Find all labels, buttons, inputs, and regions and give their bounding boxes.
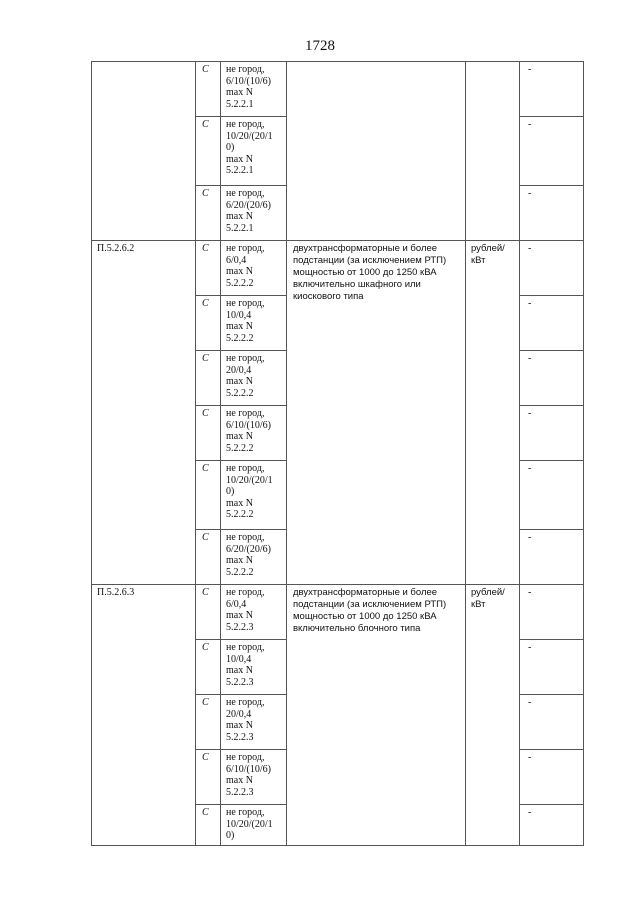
parameter-line: 0) [226,486,235,497]
rate-parameters [221,296,287,351]
parameter-line: 0) [226,830,235,841]
parameter-line: не город, [226,408,265,419]
parameter-line: 6/10/(10/6) [226,419,271,431]
item-description: двухтрансформаторные и более подстанции (за исключением РТП) мощностью от 1000 до 1250 кВА включительно блочного типа [287,585,466,846]
rate-value: - [520,461,584,530]
rate-parameters [221,640,287,695]
parameter-line: не город, [226,752,265,763]
parameter-line: 5.2.2.3 [226,621,254,633]
parameter-line: 6/0,4 [226,254,247,266]
rate-variable: C [196,640,221,695]
parameter-line: не город, [226,532,265,543]
rate-value: - [520,640,584,695]
parameter-line: 5.2.2.1 [226,98,254,110]
parameter-line: max N [226,555,253,566]
parameter-line: 6/10/(10/6) [226,75,271,87]
rate-parameters [221,805,287,846]
parameter-line: 5.2.2.2 [226,277,254,289]
parameter-line: 10/0,4 [226,309,252,321]
parameter-line: 20/0,4 [226,708,252,720]
rate-variable: C [196,750,221,805]
parameter-line: не город, [226,463,265,474]
rate-parameters [221,186,287,241]
rate-parameters [221,530,287,585]
parameter-line: не город, [226,64,265,75]
rate-parameters [221,585,287,640]
parameter-line: max N [226,266,253,277]
tariff-table [91,61,584,846]
rate-variable: C [196,186,221,241]
parameter-line: 5.2.2.3 [226,676,254,688]
item-code: П.5.2.6.3 [92,585,196,846]
parameter-line: не город, [226,353,265,364]
parameter-line: 6/10/(10/6) [226,763,271,775]
unit-of-measure: рублей/ кВт [466,585,520,846]
rate-parameters [221,695,287,750]
unit-of-measure: рублей/ кВт [466,241,520,585]
rate-variable: C [196,241,221,296]
parameter-line: 0) [226,142,235,153]
parameter-line: 5.2.2.2 [226,566,254,578]
parameter-line: 5.2.2.2 [226,332,254,344]
rate-variable: C [196,585,221,640]
table-row [92,62,584,117]
rate-variable: C [196,805,221,846]
parameter-line: max N [226,665,253,676]
parameter-line: 5.2.2.2 [226,509,254,520]
parameter-line: не город, [226,807,265,818]
parameter-line: 10/20/(20/1 [226,474,273,486]
rate-parameters [221,351,287,406]
parameter-line: не город, [226,243,265,254]
parameter-line: не город, [226,188,265,199]
rate-parameters [221,461,287,530]
item-description: двухтрансформаторные и более подстанции (за исключением РТП) мощностью от 1000 до 1250 кВА включительно шкафного или киоскового типа [287,241,466,585]
parameter-line: 5.2.2.1 [226,222,254,234]
parameter-line: 5.2.2.2 [226,442,254,454]
rate-parameters [221,750,287,805]
rate-variable: C [196,695,221,750]
rate-variable: C [196,296,221,351]
rate-value: - [520,750,584,805]
parameter-line: max N [226,211,253,222]
rate-value: - [520,695,584,750]
parameter-line: 10/0,4 [226,653,252,665]
parameter-line: max N [226,153,253,165]
parameter-line: max N [226,321,253,332]
parameter-line: не город, [226,697,265,708]
rate-variable: C [196,351,221,406]
rate-value: - [520,585,584,640]
rate-variable: C [196,62,221,117]
rate-variable: C [196,406,221,461]
rate-variable: C [196,530,221,585]
parameter-line: 5.2.2.3 [226,786,254,798]
parameter-line: max N [226,376,253,387]
parameter-line: не город, [226,119,265,130]
rate-variable: C [196,461,221,530]
parameter-line: не город, [226,298,265,309]
rate-value: - [520,805,584,846]
rate-value: - [520,530,584,585]
rate-value: - [520,351,584,406]
parameter-line: не город, [226,642,265,653]
rate-parameters [221,117,287,186]
parameter-line: max N [226,610,253,621]
rate-variable: C [196,117,221,186]
item-description [287,62,466,241]
parameter-line: 6/20/(20/6) [226,199,271,211]
parameter-line: max N [226,775,253,786]
parameter-line: не город, [226,587,265,598]
rate-value: - [520,296,584,351]
item-code: П.5.2.6.2 [92,241,196,585]
rate-parameters [221,406,287,461]
rate-parameters [221,62,287,117]
rate-value: - [520,241,584,296]
rate-value: - [520,62,584,117]
parameter-line: max N [226,497,253,509]
page-number: 1728 [305,38,335,54]
rate-value: - [520,406,584,461]
parameter-line: 6/0,4 [226,598,247,610]
parameter-line: 6/20/(20/6) [226,543,271,555]
parameter-line: 10/20/(20/1 [226,130,273,142]
parameter-line: max N [226,431,253,442]
parameter-line: 5.2.2.3 [226,731,254,743]
parameter-line: max N [226,87,253,98]
parameter-line: 10/20/(20/1 [226,818,273,830]
table-row [92,241,584,296]
table-row [92,585,584,640]
parameter-line: max N [226,720,253,731]
rate-parameters [221,241,287,296]
parameter-line: 5.2.2.1 [226,165,254,176]
parameter-line: 20/0,4 [226,364,252,376]
rate-value: - [520,186,584,241]
unit-of-measure [466,62,520,241]
parameter-line: 5.2.2.2 [226,387,254,399]
item-code [92,62,196,241]
rate-value: - [520,117,584,186]
